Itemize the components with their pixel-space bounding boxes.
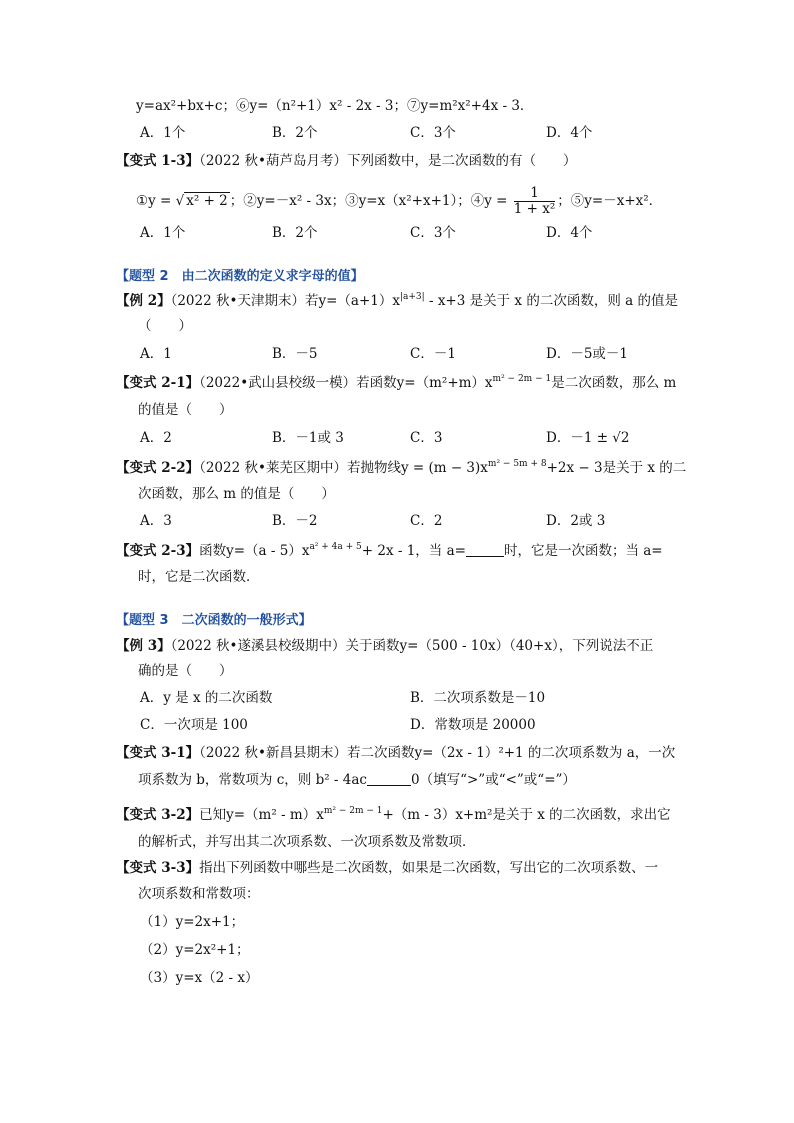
- option-c: C．一次项是 100: [140, 717, 248, 733]
- option-a: A．2: [140, 430, 172, 446]
- question-text: （2022•武山县校级一模）若函数y=（m²+m）x: [199, 375, 493, 391]
- question-text: （2022 秋•新昌县期末）若二次函数y=（2x - 1）²+1 的二次项系数为 a，一次: [199, 745, 676, 761]
- question-text-cont: 0（填写“>”或“<”或“=”）: [410, 772, 576, 788]
- variant-2-1-line2: 的值是（ ）: [138, 402, 233, 418]
- variant-2-2-line2: 次函数，那么 m 的值是（ ）: [138, 486, 335, 502]
- sqrt-sign: √: [175, 193, 185, 209]
- option-b: B．2个: [272, 225, 318, 241]
- option-d: D．2或 3: [546, 513, 606, 529]
- variant-tag: 【变式 2-1】: [116, 375, 200, 391]
- question-text: （2022 秋•莱芜区期中）若抛物线y = (m − 3)x: [199, 460, 488, 476]
- variant-tag: 【变式 3-2】: [116, 807, 200, 823]
- option-b: B．2个: [272, 125, 318, 141]
- example-2-question: [116, 291, 678, 311]
- example-tag: 【例 3】: [116, 638, 171, 654]
- variant-3-3-line2: 次项系数和常数项：: [138, 886, 260, 902]
- exponent: a² + 4a + 5: [309, 542, 362, 552]
- variant-3-1-question: [116, 743, 675, 763]
- function-5-text: ；⑤y=－x+x²．: [557, 193, 663, 209]
- exponent: |a+3|: [399, 292, 425, 302]
- question-text: 项系数为 b，常数项为 c，则 b² - 4ac: [138, 772, 367, 788]
- sqrt-body: x² + 2: [186, 193, 228, 209]
- option-d: D．4个: [546, 225, 593, 241]
- variant-tag: 【变式 2-3】: [116, 543, 200, 559]
- option-c: C．3个: [410, 125, 456, 141]
- variant-tag: 【变式 3-3】: [116, 860, 200, 876]
- question-text: （2022 秋•葫芦岛月考）下列函数中，是二次函数的有（ ）: [199, 153, 577, 169]
- variant-2-3-question: [116, 541, 663, 561]
- continued-question-line: y=ax²+bx+c；⑥y=（n²+1）x² - 2x - 3；⑦y=m²x²+4x - 3．: [136, 98, 534, 114]
- example-tag: 【例 2】: [116, 293, 171, 309]
- variant-1-3-question: [116, 151, 576, 171]
- question-text-cont: +2x − 3是关于 x 的二: [546, 460, 687, 476]
- exponent: m² − 2m − 1: [492, 374, 552, 384]
- option-c: C．3: [410, 430, 443, 446]
- variant-tag: 【变式 1-3】: [116, 153, 200, 169]
- section-heading-2: 【题型 2 由二次函数的定义求字母的值】: [116, 269, 364, 284]
- exponent: m² − 5m + 8: [487, 459, 547, 469]
- section-heading-3: 【题型 3 二次函数的一般形式】: [116, 613, 312, 628]
- variant-3-2-question: [116, 805, 671, 825]
- option-a: A．3: [140, 513, 172, 529]
- question-text-cont: 是二次函数，那么 m: [551, 375, 677, 391]
- option-a: A．1个: [140, 225, 186, 241]
- question-text: （2022 秋•天津期末）若y=（a+1）x: [170, 293, 400, 309]
- list-item: （3）y=x（2 - x）: [140, 970, 259, 986]
- option-c: C．2: [410, 513, 443, 529]
- variant-2-2-question: [116, 458, 686, 478]
- option-d: D．－5或－1: [546, 346, 629, 362]
- example-3-line2: 确的是（ ）: [138, 663, 233, 679]
- fraction: [514, 186, 556, 217]
- question-text-cont: + 2x - 1，当 a=: [361, 543, 466, 559]
- option-d: D．4个: [546, 125, 593, 141]
- option-d: D．常数项是 20000: [410, 717, 536, 733]
- variant-tag: 【变式 3-1】: [116, 745, 200, 761]
- list-item: （1）y=2x+1；: [140, 914, 245, 930]
- question-text: 函数y=（a - 5）x: [199, 543, 310, 559]
- question-text: （2022 秋•遂溪县校级期中）关于函数y=（500 - 10x）（40+x），下列说法不正: [170, 638, 654, 654]
- answer-blank[interactable]: [466, 542, 504, 557]
- option-b: B．－2: [272, 513, 318, 529]
- variant-tag: 【变式 2-2】: [116, 460, 200, 476]
- example-2-paren: （ ）: [138, 318, 192, 334]
- question-text-cont: +（m - 3）x+m²是关于 x 的二次函数，求出它: [382, 807, 671, 823]
- exponent: m² − 2m − 1: [323, 806, 383, 816]
- example-3-question: [116, 636, 653, 656]
- list-item: （2）y=2x²+1；: [140, 942, 250, 958]
- variant-2-3-line2: 时，它是二次函数．: [138, 569, 260, 585]
- fraction-numerator: 1: [514, 186, 556, 202]
- question-text: 指出下列函数中哪些是二次函数，如果是二次函数，写出它的二次项系数、一: [199, 860, 659, 876]
- question-text: 已知y=（m² - m）x: [199, 807, 324, 823]
- variant-1-3-functions: [136, 186, 662, 217]
- question-text-cont: - x+3 是关于 x 的二次函数，则 a 的值是: [424, 293, 678, 309]
- option-d: D．－1 ± √2: [546, 430, 630, 446]
- fraction-denominator: 1 + x²: [513, 201, 556, 217]
- answer-blank[interactable]: [367, 771, 411, 786]
- option-c: C．3个: [410, 225, 456, 241]
- question-text-cont2: 时，它是一次函数；当 a=: [503, 543, 663, 559]
- option-c: C．－1: [410, 346, 456, 362]
- option-b: B．－1或 3: [272, 430, 344, 446]
- variant-3-2-line2: 的解析式，并写出其二次项系数、一次项系数及常数项．: [138, 834, 476, 850]
- variant-3-3-question: [116, 858, 658, 878]
- variant-2-1-question: [116, 373, 676, 393]
- function-2-4-text: ；②y=－x² - 3x；③y=x（x²+x+1）；④y =: [229, 193, 508, 209]
- option-a: A．y 是 x 的二次函数: [140, 690, 273, 706]
- option-b: B．二次项系数是－10: [410, 690, 546, 706]
- option-a: A．1: [140, 346, 172, 362]
- variant-3-1-line2: [138, 770, 576, 790]
- option-b: B．－5: [272, 346, 318, 362]
- function-1-label: ①y =: [136, 193, 172, 209]
- option-a: A．1个: [140, 125, 186, 141]
